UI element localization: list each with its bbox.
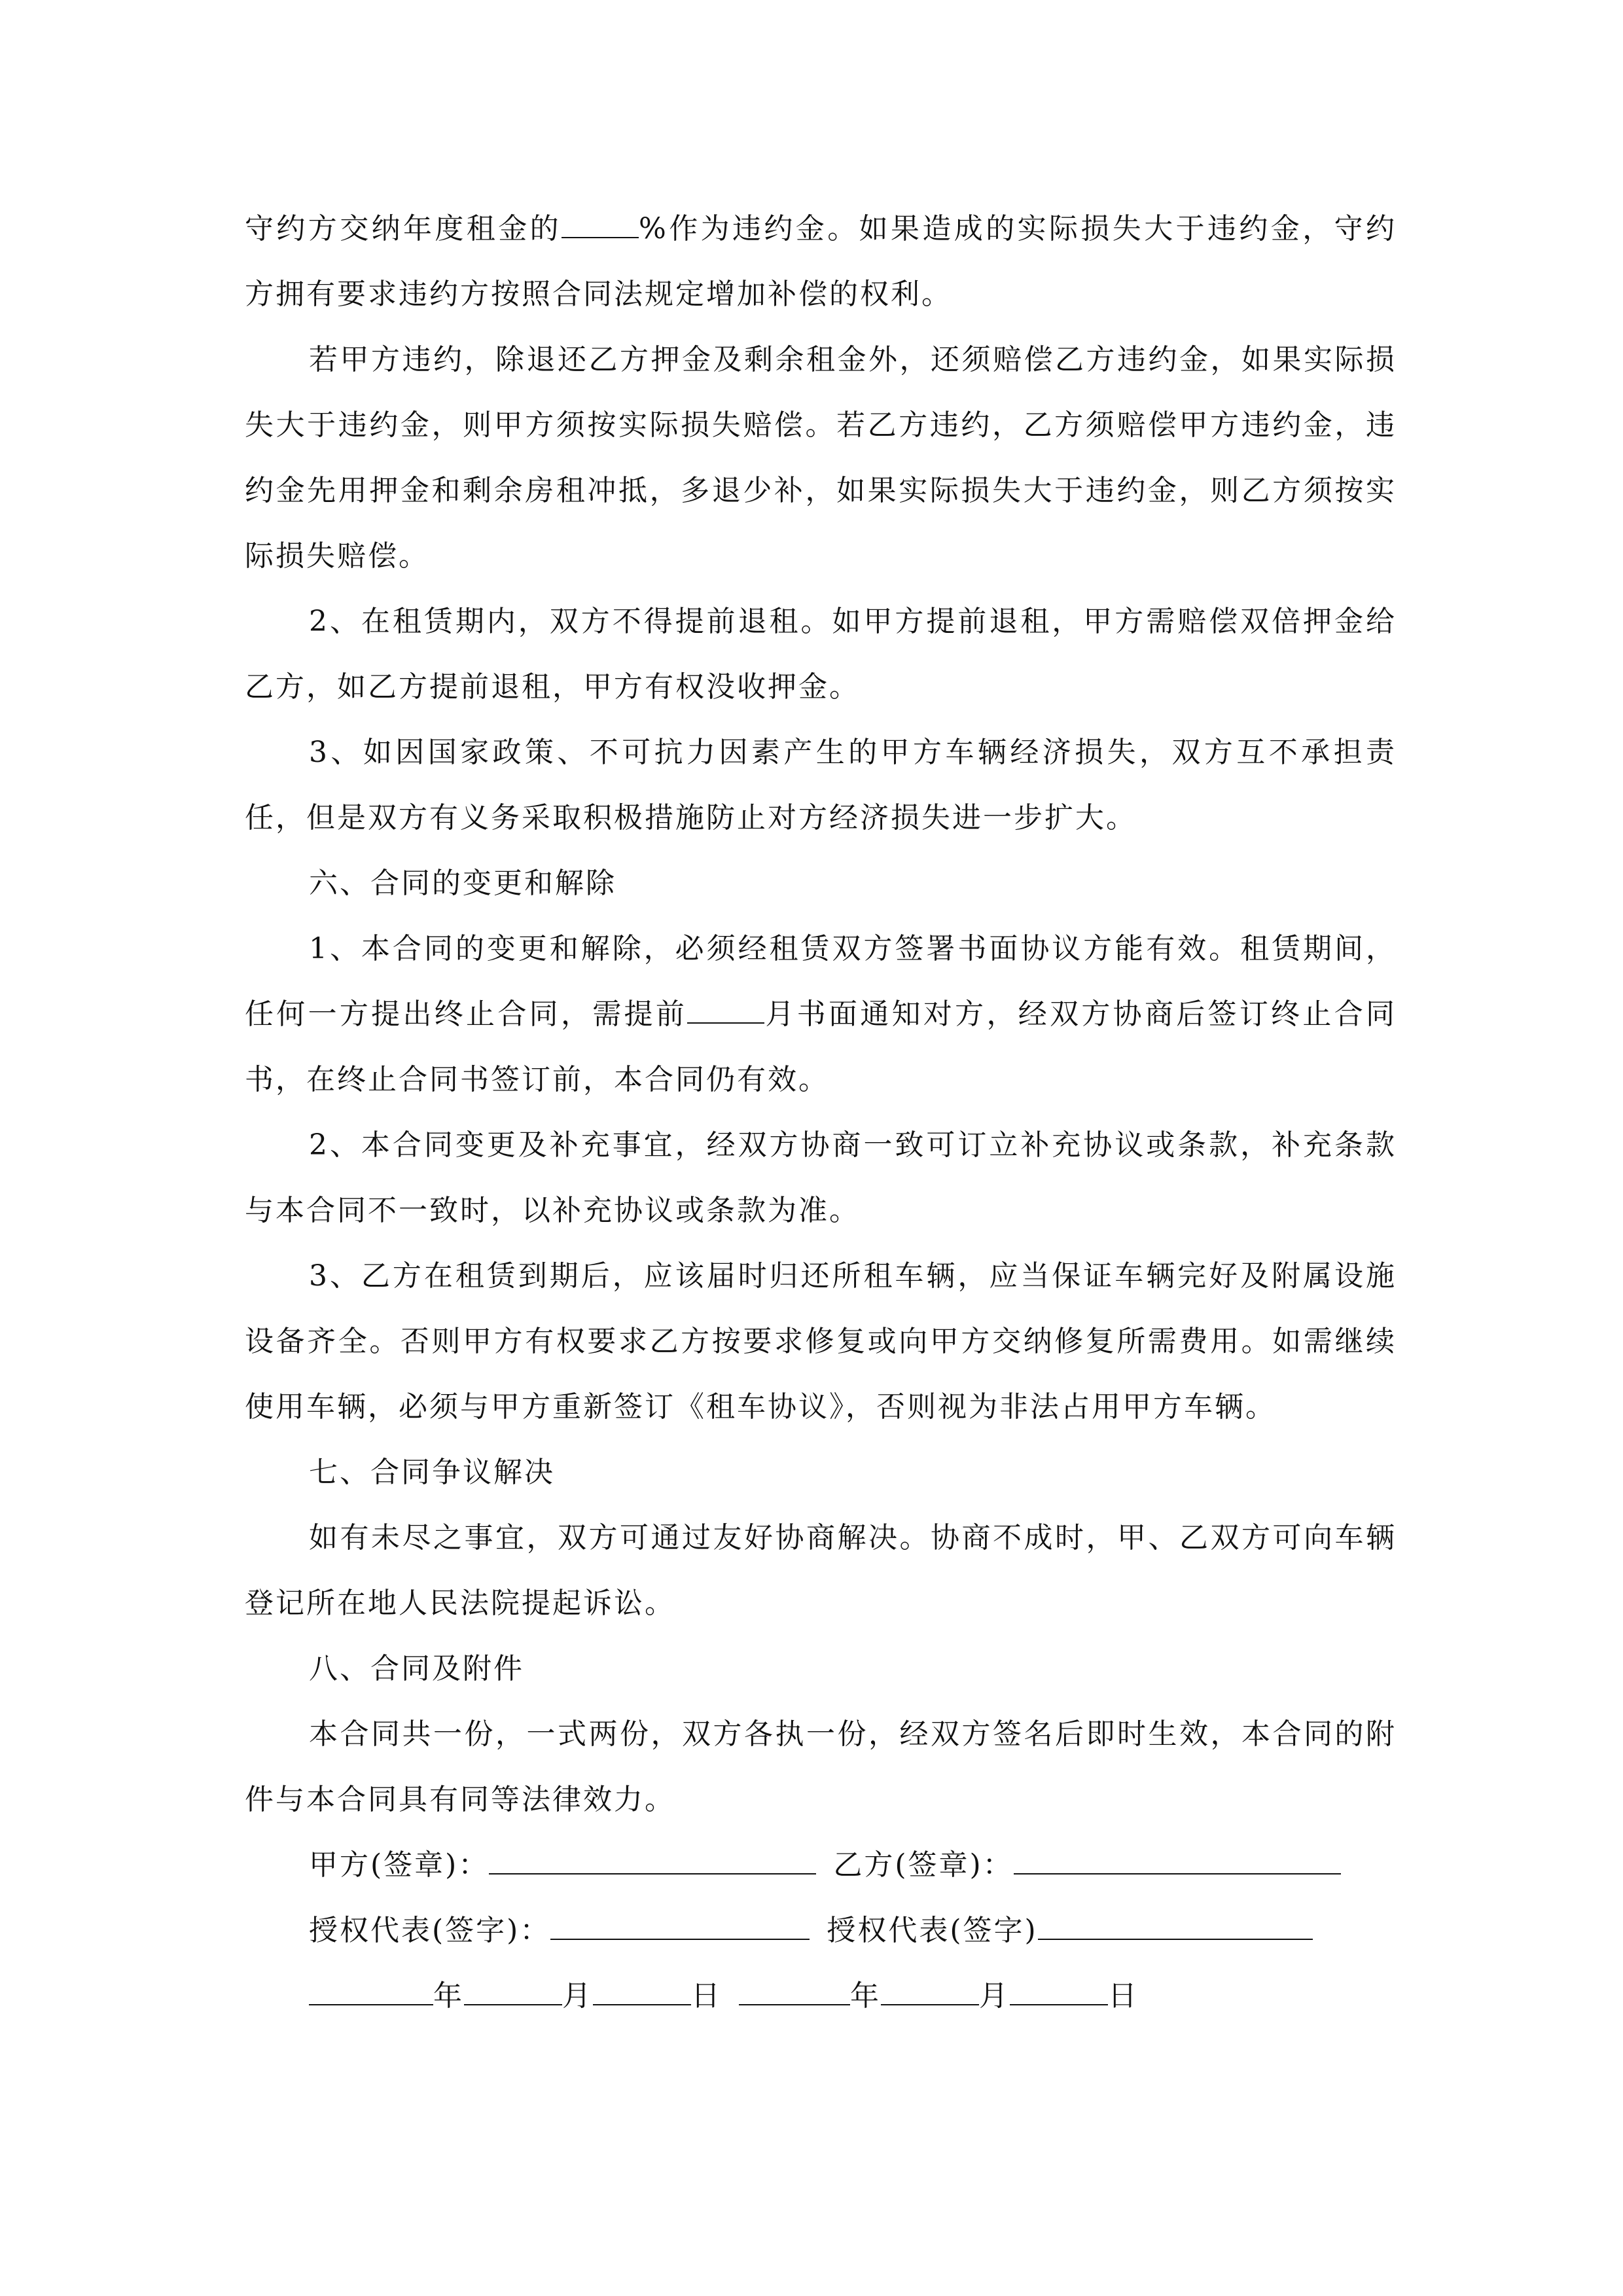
party-b-seal-field[interactable]: [1014, 1847, 1341, 1874]
paragraph-dispute: 如有未尽之事宜，双方可通过友好协商解决。协商不成时，甲、乙双方可向车辆登记所在地人民法院提起诉讼。: [245, 1521, 1397, 1620]
paragraph-vehicle-return: 3、乙方在租赁到期后，应该届时归还所租车辆，应当保证车辆完好及附属设施设备齐全。否则甲方有权要求乙方按要求修复或向甲方交纳修复所需费用。如需继续使用车辆，必须与甲方重新签订《租车协议》，否则视为非法占用甲方车辆。: [245, 1259, 1397, 1424]
month-label: 月: [979, 1979, 1010, 2013]
day-label: 日: [691, 1979, 722, 2013]
signature-date-row: [245, 1964, 1397, 2029]
section-heading-attachments: 八、合同及附件: [309, 1652, 524, 1685]
party-b-seal-label: 乙方(签章)：: [833, 1848, 1014, 1882]
paragraph-text: 守约方交纳年度租金的: [245, 212, 562, 245]
year-label: 年: [433, 1979, 464, 2013]
party-a-seal-field[interactable]: [489, 1847, 816, 1874]
paragraph-early-termination: 2、在租赁期内，双方不得提前退租。如甲方提前退租，甲方需赔偿双倍押金给乙方，如乙方提前退租，甲方有权没收押金。: [245, 605, 1397, 704]
party-a-month-field[interactable]: [464, 1978, 562, 2005]
party-a-seal-label: 甲方(签章)：: [309, 1848, 490, 1882]
party-a-year-field[interactable]: [309, 1978, 433, 2005]
paragraph-amendment-notice: [245, 916, 1397, 1113]
day-label: 日: [1108, 1979, 1139, 2013]
paragraph-breach-terms: 若甲方违约，除退还乙方押金及剩余租金外，还须赔偿乙方违约金，如果实际损失大于违约金，则甲方须按实际损失赔偿。若乙方违约，乙方须赔偿甲方违约金，违约金先用押金和剩余房租冲抵，多退少补，如果实际损失大于违约金，则乙方须按实际损失赔偿。: [245, 343, 1397, 573]
year-label: 年: [850, 1979, 881, 2013]
party-a-rep-field[interactable]: [550, 1912, 810, 1940]
party-a-day-field[interactable]: [593, 1978, 691, 2005]
paragraph-force-majeure: 3、如因国家政策、不可抗力因素产生的甲方车辆经济损失，双方互不承担责任，但是双方有义务采取积极措施防止对方经济损失进一步扩大。: [245, 736, 1397, 834]
blank-months-field[interactable]: [687, 996, 764, 1024]
section-heading-amendment: 六、合同的变更和解除: [309, 867, 616, 900]
paragraph-penalty-rate: [245, 196, 1397, 327]
party-a-rep-label: 授权代表(签字)：: [309, 1914, 551, 1947]
party-b-day-field[interactable]: [1010, 1978, 1108, 2005]
party-b-rep-field[interactable]: [1038, 1912, 1313, 1940]
paragraph-text: 1、本合同的变更和解除，必须经租赁双方签署书面协议方能有效。租赁期间，任何一方提出终止合同，需提前: [245, 932, 1397, 1031]
party-b-year-field[interactable]: [739, 1978, 850, 2005]
party-b-rep-label: 授权代表(签字): [827, 1914, 1038, 1947]
section-heading-dispute: 七、合同争议解决: [309, 1456, 555, 1489]
paragraph-text: %作为违约金。如果造成的实际损失大于违约金，守约方拥有要求违约方按照合同法规定增加补偿的权利。: [245, 212, 1397, 311]
party-b-month-field[interactable]: [881, 1978, 979, 2005]
month-label: 月: [562, 1979, 593, 2013]
paragraph-attachments: 本合同共一份，一式两份，双方各执一份，经双方签名后即时生效，本合同的附件与本合同具有同等法律效力。: [245, 1717, 1397, 1816]
signature-seal-row: [245, 1833, 1397, 1898]
paragraph-text: 月书面通知对方，经双方协商后签订终止合同书，在终止合同书签订前，本合同仍有效。: [245, 997, 1397, 1096]
signature-rep-row: [245, 1898, 1397, 1964]
blank-percent-field[interactable]: [562, 211, 639, 238]
contract-body: [245, 196, 1397, 2029]
paragraph-supplementary: 2、本合同变更及补充事宜，经双方协商一致可订立补充协议或条款，补充条款与本合同不一致时，以补充协议或条款为准。: [245, 1128, 1397, 1227]
